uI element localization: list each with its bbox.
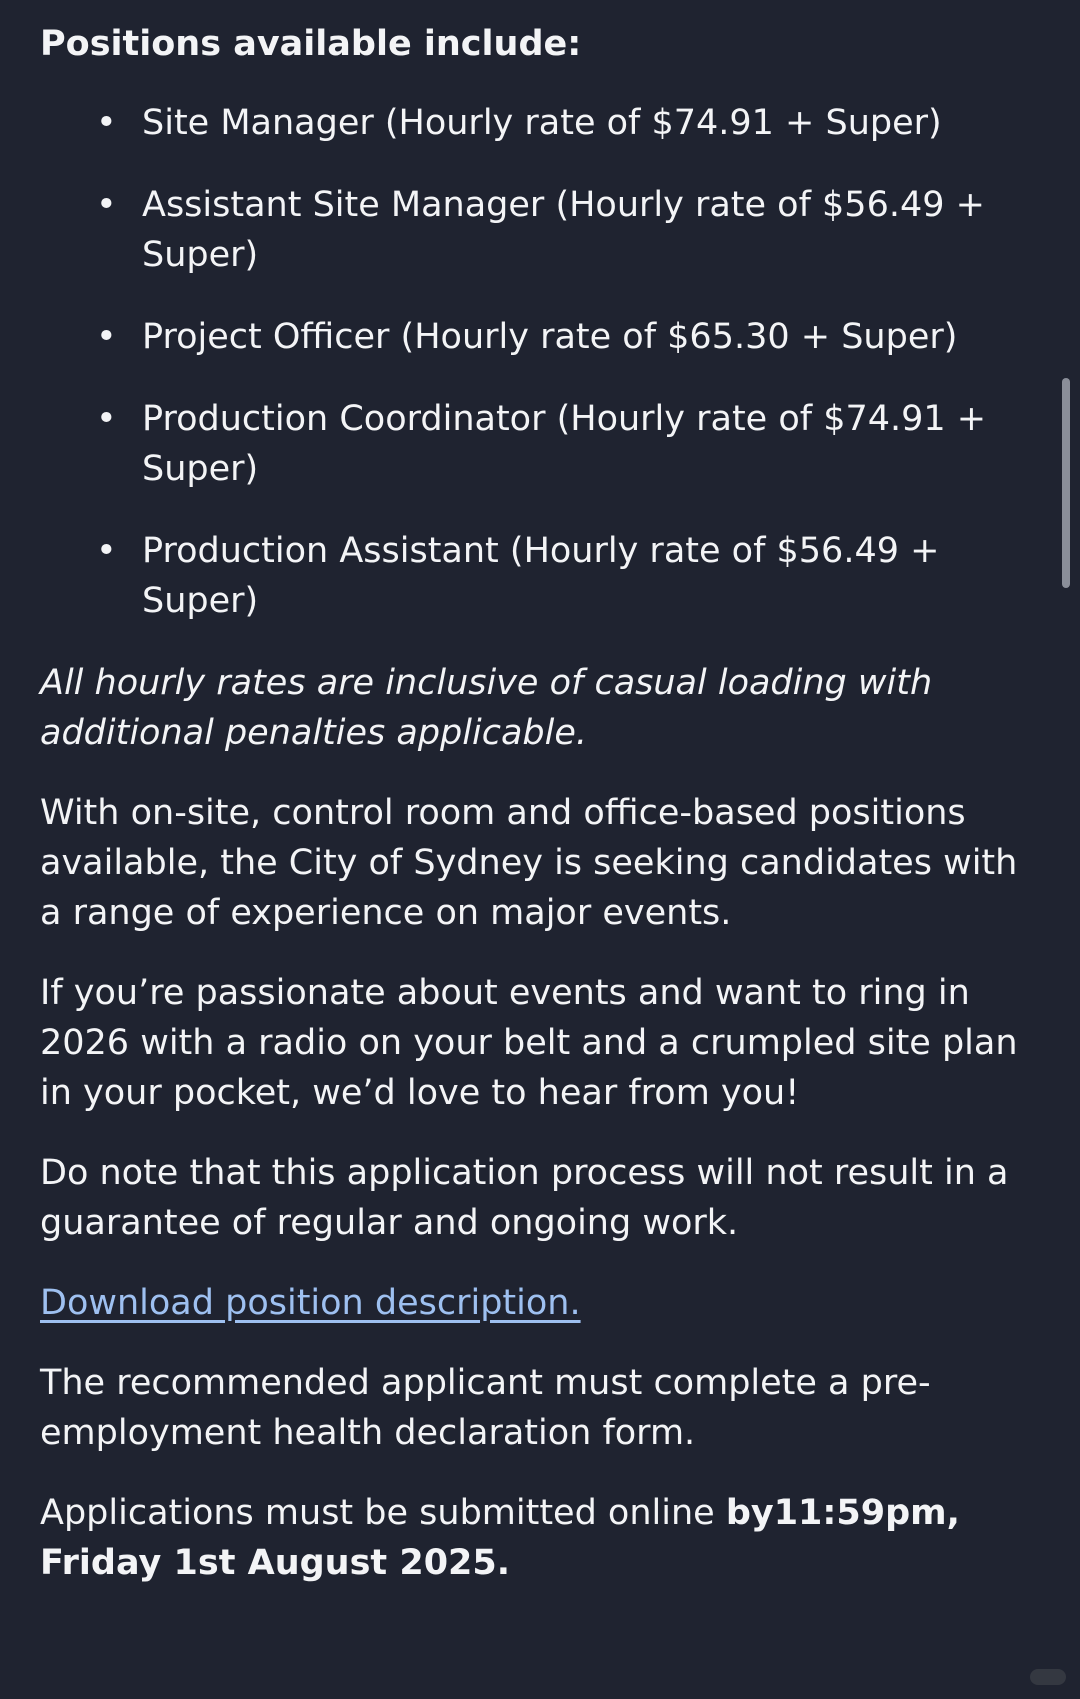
scrollbar[interactable] <box>1062 378 1070 588</box>
passionate-paragraph: If you’re passionate about events and want to ring in 2026 with a radio on your belt and a crumpled site plan in your pocket, we’d love to hear from you! <box>40 973 1018 1113</box>
position-text: Production Assistant (Hourly rate of $56.49 + Super) <box>142 531 940 621</box>
list-item <box>96 98 1040 148</box>
bullet-icon: • <box>96 103 117 143</box>
list-item <box>96 312 1040 362</box>
download-position-description-link[interactable]: Download position description. <box>40 1283 581 1323</box>
rates-note: All hourly rates are inclusive of casual loading with additional penalties applicable. <box>40 663 933 753</box>
position-text: Production Coordinator (Hourly rate of $74.91 + Super) <box>142 399 987 489</box>
deadline-date: by11:59pm, Friday 1st August 2025. <box>40 1493 960 1583</box>
bullet-icon: • <box>96 531 117 571</box>
bullet-icon: • <box>96 317 117 357</box>
position-text: Assistant Site Manager (Hourly rate of $56.49 + Super) <box>142 185 985 275</box>
health-paragraph: The recommended applicant must complete a pre-employment health declaration form. <box>40 1363 931 1453</box>
positions-heading: Positions available include: <box>40 24 582 64</box>
list-item <box>96 526 1040 626</box>
position-text: Project Officer (Hourly rate of $65.30 + Super) <box>142 317 958 357</box>
article-content <box>40 18 1040 1618</box>
watermark-icon <box>1030 1669 1066 1685</box>
deadline-paragraph <box>40 1488 1040 1588</box>
bullet-icon: • <box>96 185 117 225</box>
guarantee-paragraph: Do note that this application process will not result in a guarantee of regular and ongoing work. <box>40 1153 1009 1243</box>
positions-list <box>40 98 1040 626</box>
deadline-prefix: Applications must be submitted online <box>40 1493 726 1533</box>
download-paragraph <box>40 1278 1040 1328</box>
list-item <box>96 180 1040 280</box>
list-item <box>96 394 1040 494</box>
seeking-paragraph: With on-site, control room and office-based positions available, the City of Sydney is seeking candidates with a range of experience on major events. <box>40 793 1018 933</box>
bullet-icon: • <box>96 399 117 439</box>
position-text: Site Manager (Hourly rate of $74.91 + Super) <box>142 103 942 143</box>
